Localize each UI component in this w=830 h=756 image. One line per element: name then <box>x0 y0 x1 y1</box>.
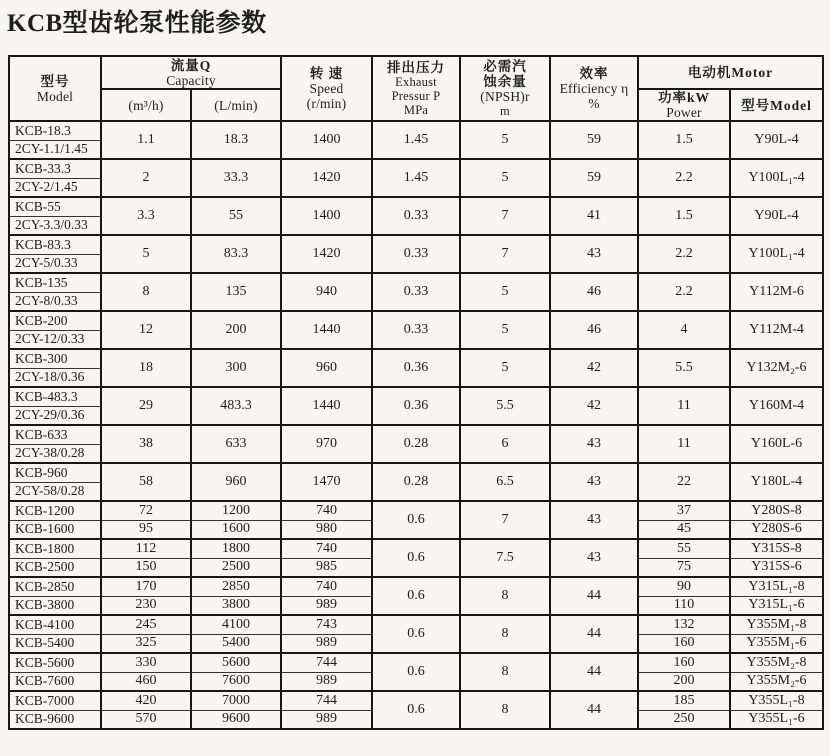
motor-model: Y100L₁-4 <box>730 235 823 273</box>
col-subheader-power <box>638 89 730 121</box>
table-row <box>9 577 823 596</box>
motor-power: 22 <box>638 463 730 501</box>
efficiency: 59 <box>550 159 638 197</box>
npsh: 8 <box>460 615 550 653</box>
pressure: 0.28 <box>372 463 460 501</box>
capacity-m3h: 8 <box>101 273 191 311</box>
pressure: 0.36 <box>372 349 460 387</box>
motor-power: 2.2 <box>638 235 730 273</box>
motor-model: Y112M-4 <box>730 311 823 349</box>
pressure: 0.33 <box>372 235 460 273</box>
power-header-en: Power <box>666 105 702 120</box>
npsh: 7.5 <box>460 539 550 577</box>
speed: 740 <box>281 539 372 558</box>
motor-power: 160 <box>638 653 730 672</box>
npsh: 5.5 <box>460 387 550 425</box>
motor-power: 1.5 <box>638 197 730 235</box>
motor-power: 250 <box>638 710 730 729</box>
npsh: 6 <box>460 425 550 463</box>
table-row <box>9 121 823 140</box>
speed: 989 <box>281 710 372 729</box>
efficiency: 44 <box>550 577 638 615</box>
capacity-lmin: 2500 <box>191 558 281 577</box>
motor-power: 75 <box>638 558 730 577</box>
capacity-m3h: 72 <box>101 501 191 520</box>
pump-model-kcb: KCB-4100 <box>9 615 101 634</box>
motor-power: 132 <box>638 615 730 634</box>
motor-power: 4 <box>638 311 730 349</box>
npsh: 8 <box>460 691 550 729</box>
pump-model-kcb: KCB-1200 <box>9 501 101 520</box>
motor-power: 45 <box>638 520 730 539</box>
capacity-m3h: 18 <box>101 349 191 387</box>
motor-model: Y100L₁-4 <box>730 159 823 197</box>
pressure: 0.28 <box>372 425 460 463</box>
capacity-lmin: 633 <box>191 425 281 463</box>
capacity-lmin: 300 <box>191 349 281 387</box>
capacity-m3h: 38 <box>101 425 191 463</box>
table-row <box>9 539 823 558</box>
table-row <box>9 501 823 520</box>
table-row <box>9 197 823 216</box>
speed: 1440 <box>281 311 372 349</box>
efficiency: 46 <box>550 311 638 349</box>
capacity-lmin: 4100 <box>191 615 281 634</box>
capacity-header-zh: 流量Q <box>170 57 212 73</box>
pressure: 0.6 <box>372 539 460 577</box>
speed-header-unit: (r/min) <box>306 96 347 111</box>
capacity-m3h: 170 <box>101 577 191 596</box>
capacity-m3h: 3.3 <box>101 197 191 235</box>
motor-model: Y315L₁-8 <box>730 577 823 596</box>
efficiency: 42 <box>550 387 638 425</box>
pump-spec-table <box>8 55 824 730</box>
table-row <box>9 615 823 634</box>
capacity-m3h: 420 <box>101 691 191 710</box>
pump-model-kcb: KCB-55 <box>9 197 101 216</box>
pump-model-kcb: KCB-33.3 <box>9 159 101 178</box>
capacity-lmin: 135 <box>191 273 281 311</box>
pressure: 1.45 <box>372 121 460 159</box>
capacity-lmin: 2850 <box>191 577 281 596</box>
motor-model: Y160M-4 <box>730 387 823 425</box>
capacity-m3h: 2 <box>101 159 191 197</box>
capacity-lmin: 5400 <box>191 634 281 653</box>
motor-power: 2.2 <box>638 273 730 311</box>
speed: 1420 <box>281 235 372 273</box>
efficiency: 42 <box>550 349 638 387</box>
col-header-speed <box>281 56 372 121</box>
efficiency: 44 <box>550 691 638 729</box>
capacity-m3h: 330 <box>101 653 191 672</box>
speed: 940 <box>281 273 372 311</box>
pressure: 0.33 <box>372 311 460 349</box>
speed: 1420 <box>281 159 372 197</box>
pressure: 0.33 <box>372 273 460 311</box>
npsh: 5 <box>460 311 550 349</box>
motor-model: Y355M₂-8 <box>730 653 823 672</box>
pump-model-kcb: KCB-7600 <box>9 672 101 691</box>
speed-header-en: Speed <box>309 81 344 96</box>
motor-model: Y112M-6 <box>730 273 823 311</box>
power-header-zh: 功率kW <box>657 90 710 105</box>
capacity-lmin: 83.3 <box>191 235 281 273</box>
table-row <box>9 425 823 444</box>
npsh-header-en: (NPSH)r <box>480 89 530 104</box>
efficiency-header-unit: % <box>588 96 600 111</box>
col-header-npsh <box>460 56 550 121</box>
motor-power: 110 <box>638 596 730 615</box>
pump-model-kcb: KCB-300 <box>9 349 101 368</box>
efficiency: 44 <box>550 653 638 691</box>
speed: 744 <box>281 653 372 672</box>
col-header-capacity <box>101 56 281 89</box>
capacity-m3h: 112 <box>101 539 191 558</box>
pressure: 0.36 <box>372 387 460 425</box>
capacity-m3h: 58 <box>101 463 191 501</box>
pressure: 0.6 <box>372 501 460 539</box>
capacity-lmin: 33.3 <box>191 159 281 197</box>
speed: 1440 <box>281 387 372 425</box>
speed: 1470 <box>281 463 372 501</box>
efficiency: 43 <box>550 463 638 501</box>
npsh: 8 <box>460 653 550 691</box>
motor-model: Y355L₁-8 <box>730 691 823 710</box>
pump-model-kcb: KCB-483.3 <box>9 387 101 406</box>
capacity-lmin: 200 <box>191 311 281 349</box>
motor-power: 11 <box>638 425 730 463</box>
header-row-1 <box>9 56 823 89</box>
page-title: KCB型齿轮泵性能参数 <box>7 10 267 37</box>
motor-model: Y355L₁-6 <box>730 710 823 729</box>
npsh: 7 <box>460 501 550 539</box>
motor-power: 1.5 <box>638 121 730 159</box>
capacity-lmin: 9600 <box>191 710 281 729</box>
motor-power: 55 <box>638 539 730 558</box>
speed: 744 <box>281 691 372 710</box>
capacity-lmin: 18.3 <box>191 121 281 159</box>
motor-model: Y355M₂-6 <box>730 672 823 691</box>
motor-model: Y160L-6 <box>730 425 823 463</box>
motor-header-title: 电动机Motor <box>687 65 774 80</box>
capacity-lmin: 7000 <box>191 691 281 710</box>
motor-model: Y315S-6 <box>730 558 823 577</box>
motor-power: 11 <box>638 387 730 425</box>
pressure: 0.6 <box>372 577 460 615</box>
motor-power: 160 <box>638 634 730 653</box>
speed: 989 <box>281 634 372 653</box>
table-row <box>9 273 823 292</box>
motor-power: 2.2 <box>638 159 730 197</box>
motor-model: Y90L-4 <box>730 197 823 235</box>
model-header-zh: 型号 <box>40 73 70 89</box>
pressure: 0.6 <box>372 691 460 729</box>
pump-model-2cy: 2CY-1.1/1.45 <box>9 140 101 159</box>
motor-model: Y315S-8 <box>730 539 823 558</box>
capacity-m3h: 230 <box>101 596 191 615</box>
capacity-m3h: 1.1 <box>101 121 191 159</box>
motor-model: Y315L₁-6 <box>730 596 823 615</box>
capacity-lmin: 960 <box>191 463 281 501</box>
pressure: 0.33 <box>372 197 460 235</box>
efficiency-header-en: Efficiency η <box>559 81 629 96</box>
motor-model: Y355M₁-6 <box>730 634 823 653</box>
efficiency: 43 <box>550 425 638 463</box>
pump-model-kcb: KCB-1800 <box>9 539 101 558</box>
motor-model: Y90L-4 <box>730 121 823 159</box>
col-header-motor <box>638 56 823 89</box>
pump-model-2cy: 2CY-5/0.33 <box>9 254 101 273</box>
motor-power: 200 <box>638 672 730 691</box>
capacity-m3h: 460 <box>101 672 191 691</box>
table-row <box>9 235 823 254</box>
efficiency: 43 <box>550 235 638 273</box>
table-row <box>9 349 823 368</box>
speed: 960 <box>281 349 372 387</box>
pump-model-2cy: 2CY-58/0.28 <box>9 482 101 501</box>
motor-power: 5.5 <box>638 349 730 387</box>
pump-model-kcb: KCB-200 <box>9 311 101 330</box>
pump-model-kcb: KCB-2850 <box>9 577 101 596</box>
motor-model: Y280S-6 <box>730 520 823 539</box>
npsh: 5 <box>460 273 550 311</box>
pressure-header-zh: 排出压力 <box>387 60 445 75</box>
col-subheader-lmin <box>191 89 281 121</box>
col-header-efficiency <box>550 56 638 121</box>
speed: 1400 <box>281 121 372 159</box>
pump-model-kcb: KCB-5600 <box>9 653 101 672</box>
capacity-lmin: 483.3 <box>191 387 281 425</box>
table-row <box>9 159 823 178</box>
capacity-m3h: 12 <box>101 311 191 349</box>
pressure-header-en2: Pressur P <box>391 89 441 103</box>
pump-model-kcb: KCB-5400 <box>9 634 101 653</box>
capacity-m3h: 29 <box>101 387 191 425</box>
pump-model-2cy: 2CY-12/0.33 <box>9 330 101 349</box>
capacity-lmin: 1800 <box>191 539 281 558</box>
pump-model-kcb: KCB-9600 <box>9 710 101 729</box>
npsh-header-zh2: 蚀余量 <box>483 74 527 89</box>
capacity-lmin: 1600 <box>191 520 281 539</box>
col-header-model <box>9 56 101 121</box>
pump-model-kcb: KCB-960 <box>9 463 101 482</box>
table-row <box>9 311 823 330</box>
pump-model-kcb: KCB-3800 <box>9 596 101 615</box>
pump-model-kcb: KCB-135 <box>9 273 101 292</box>
col-subheader-m3h <box>101 89 191 121</box>
capacity-m3h: 325 <box>101 634 191 653</box>
npsh: 8 <box>460 577 550 615</box>
efficiency: 43 <box>550 501 638 539</box>
pressure: 1.45 <box>372 159 460 197</box>
pressure-header-en1: Exhaust <box>395 75 437 89</box>
capacity-lmin: 7600 <box>191 672 281 691</box>
capacity-lmin: 5600 <box>191 653 281 672</box>
speed-header-zh: 转 速 <box>309 66 344 81</box>
pump-model-kcb: KCB-83.3 <box>9 235 101 254</box>
efficiency: 41 <box>550 197 638 235</box>
efficiency-header-zh: 效率 <box>579 66 609 81</box>
lmin-label: (L/min) <box>214 97 258 113</box>
speed: 989 <box>281 596 372 615</box>
pump-model-2cy: 2CY-3.3/0.33 <box>9 216 101 235</box>
capacity-m3h: 570 <box>101 710 191 729</box>
capacity-m3h: 5 <box>101 235 191 273</box>
pump-model-kcb: KCB-633 <box>9 425 101 444</box>
speed: 740 <box>281 501 372 520</box>
motor-model-label: 型号Model <box>741 97 812 113</box>
efficiency: 46 <box>550 273 638 311</box>
table-row <box>9 691 823 710</box>
efficiency: 44 <box>550 615 638 653</box>
capacity-lmin: 1200 <box>191 501 281 520</box>
col-header-pressure <box>372 56 460 121</box>
model-header-en: Model <box>36 88 74 104</box>
motor-model: Y180L-4 <box>730 463 823 501</box>
motor-model: Y355M₁-8 <box>730 615 823 634</box>
speed: 1400 <box>281 197 372 235</box>
efficiency: 59 <box>550 121 638 159</box>
npsh: 5 <box>460 159 550 197</box>
capacity-lmin: 55 <box>191 197 281 235</box>
npsh: 5 <box>460 349 550 387</box>
capacity-lmin: 3800 <box>191 596 281 615</box>
npsh: 6.5 <box>460 463 550 501</box>
pump-model-kcb: KCB-18.3 <box>9 121 101 140</box>
m3h-label: (m³/h) <box>128 97 164 113</box>
npsh-header-unit: m <box>500 104 510 118</box>
npsh: 7 <box>460 197 550 235</box>
capacity-header-en: Capacity <box>166 72 216 88</box>
col-subheader-motor-model <box>730 89 823 121</box>
pump-model-2cy: 2CY-18/0.36 <box>9 368 101 387</box>
capacity-m3h: 150 <box>101 558 191 577</box>
npsh: 5 <box>460 121 550 159</box>
speed: 970 <box>281 425 372 463</box>
npsh-header-zh1: 必需汽 <box>483 59 527 74</box>
pressure: 0.6 <box>372 615 460 653</box>
motor-power: 185 <box>638 691 730 710</box>
efficiency: 43 <box>550 539 638 577</box>
pressure-header-unit: MPa <box>403 103 429 117</box>
motor-power: 90 <box>638 577 730 596</box>
speed: 989 <box>281 672 372 691</box>
npsh: 7 <box>460 235 550 273</box>
pump-model-2cy: 2CY-38/0.28 <box>9 444 101 463</box>
pump-model-2cy: 2CY-29/0.36 <box>9 406 101 425</box>
pump-model-kcb: KCB-1600 <box>9 520 101 539</box>
pump-model-2cy: 2CY-8/0.33 <box>9 292 101 311</box>
capacity-m3h: 245 <box>101 615 191 634</box>
capacity-m3h: 95 <box>101 520 191 539</box>
table-row <box>9 653 823 672</box>
motor-model: Y280S-8 <box>730 501 823 520</box>
table-row <box>9 463 823 482</box>
pump-model-kcb: KCB-2500 <box>9 558 101 577</box>
motor-model: Y132M₂-6 <box>730 349 823 387</box>
speed: 980 <box>281 520 372 539</box>
speed: 740 <box>281 577 372 596</box>
table-row <box>9 387 823 406</box>
speed: 985 <box>281 558 372 577</box>
speed: 743 <box>281 615 372 634</box>
pressure: 0.6 <box>372 653 460 691</box>
motor-power: 37 <box>638 501 730 520</box>
pump-model-kcb: KCB-7000 <box>9 691 101 710</box>
pump-model-2cy: 2CY-2/1.45 <box>9 178 101 197</box>
